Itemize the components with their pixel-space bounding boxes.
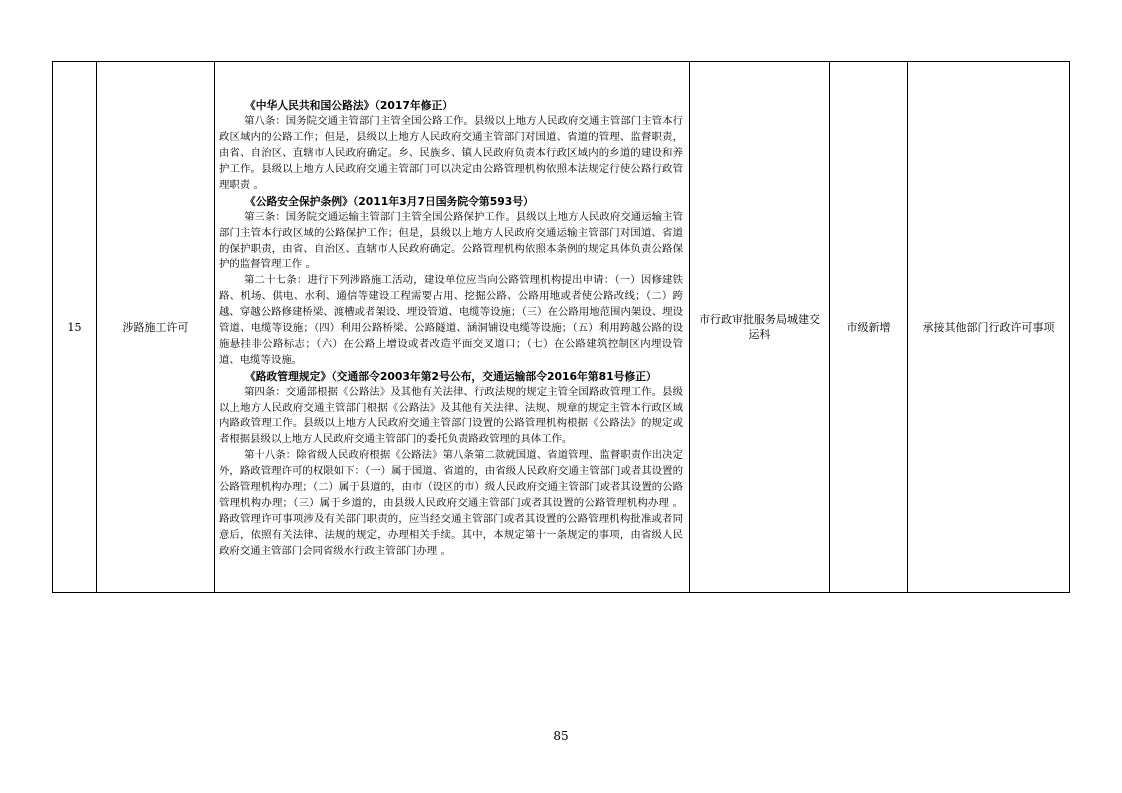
legal-basis-cell <box>215 62 690 593</box>
law-article: 第四条：交通部根据《公路法》及其他有关法律、行政法规的规定主管全国路政管理工作。县级以上地方人民政府交通主管部门根据《公路法》及其他有关法律、法规、规章的规定主管本行政区域内路政管理工作。县级以上地方人民政府交通主管部门设置的公路管理机构根据《公路法》的规定或者根据县级以上地方人民政府交通主管部门的委托负责路政管理的具体工作。 <box>219 385 683 446</box>
page-number: 85 <box>553 729 569 743</box>
law-title: 《公路安全保护条例》（2011年3月7日国务院令第593号） <box>244 194 534 208</box>
permission-table <box>52 61 1070 593</box>
note: 承接其他部门行政许可事项 <box>908 62 1070 593</box>
law-article: 第十八条：除省级人民政府根据《公路法》第八条第二款就国道、省道管理、监督职责作出决定外，路政管理许可的权限如下：（一）属于国道、省道的，由省级人民政府交通主管部门或者其设置的公路管理机构办理；（二）属于县道的，由市（设区的市）级人民政府交通主管部门或者其设置的公路管理机构办理；（三）属于乡道的，由县级人民政府交通主管部门或者其设置的公路管理机构办理 。路政管理许可事项涉及有关部门职责的，应当经交通主管部门或者其设置的公路管理机构批准或者同意后，依照有关法律、法规的规定，办理相关手续。其中，本规定第十一条规定的事项，由省级人民政府交通主管部门会同省级水行政主管部门办理 。 <box>219 449 683 557</box>
law-article: 第二十七条：进行下列涉路施工活动，建设单位应当向公路管理机构提出申请：（一）因修建铁路、机场、供电、水利、通信等建设工程需要占用、挖掘公路、公路用地或者使公路改线；（二）跨越、穿越公路修建桥梁、渡槽或者架设、埋设管道、电缆等设施；（三）在公路用地范围内架设、埋设管道、电缆等设施；（四）利用公路桥梁、公路隧道、涵洞铺设电缆等设施；（五）利用跨越公路的设施悬挂非公路标志；（六）在公路上增设或者改造平面交叉道口；（七）在公路建筑控制区内埋设管道、电缆等设施。 <box>219 274 683 366</box>
row-number: 15 <box>53 62 97 593</box>
law-article: 第八条：国务院交通主管部门主管全国公路工作。县级以上地方人民政府交通主管部门主管本行政区域内的公路工作；但是，县级以上地方人民政府交通主管部门对国道、省道的管理、监督职责，由省、自治区、直辖市人民政府确定。乡、民族乡、镇人民政府负责本行政区域内的乡道的建设和养护工作。县级以上地方人民政府交通主管部门可以决定由公路管理机构依照本法规定行使公路行政管理职责 。 <box>219 115 683 191</box>
law-article: 第三条：国务院交通运输主管部门主管全国公路保护工作。县级以上地方人民政府交通运输主管部门主管本行政区域的公路保护工作；但是，县级以上地方人民政府交通运输主管部门对国道、省道的保护职责，由省、自治区、直辖市人民政府确定。公路管理机构依照本条例的规定具体负责公路保护的监督管理工作 。 <box>219 210 683 271</box>
department: 市行政审批服务局城建交运科 <box>690 62 830 593</box>
item-name: 涉路施工许可 <box>97 62 215 593</box>
table-row <box>53 62 1070 593</box>
law-title: 《路政管理规定》（交通部令2003年第2号公布，交通运输部令2016年第81号修正） <box>244 369 657 383</box>
legal-basis <box>215 94 689 559</box>
law-title: 《中华人民共和国公路法》（2017年修正） <box>244 99 454 113</box>
level: 市级新增 <box>830 62 908 593</box>
